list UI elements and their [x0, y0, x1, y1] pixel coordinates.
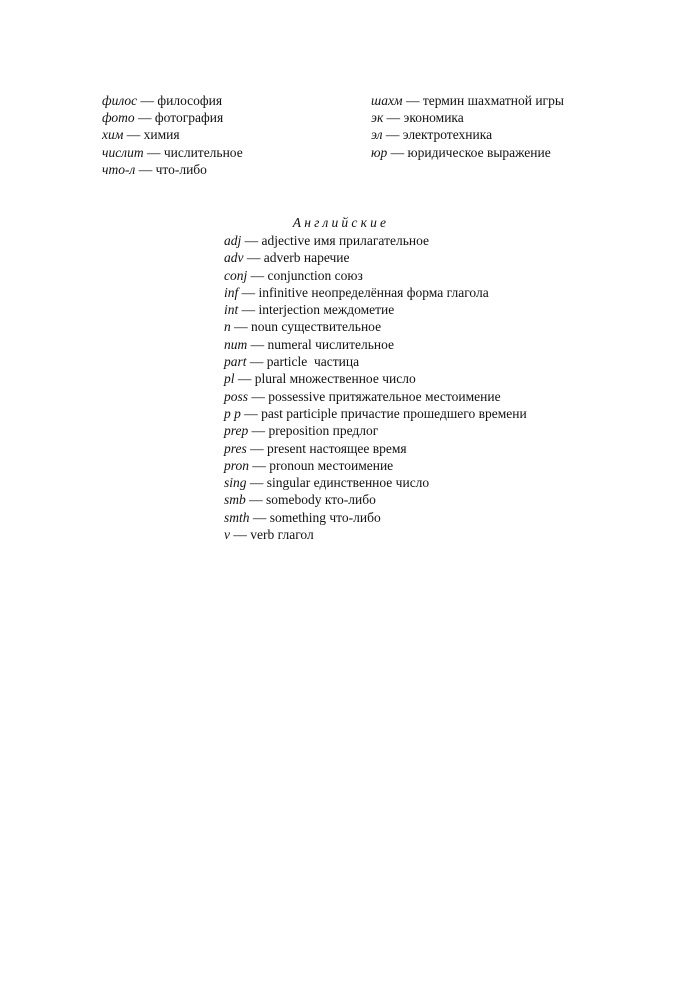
abbreviation: int: [224, 302, 239, 318]
dash-separator: —: [135, 161, 156, 177]
abbreviation: adj: [224, 233, 242, 248]
abbreviation-meaning: past participle причастие прошедшего времени: [261, 405, 527, 421]
abbreviation: p p: [224, 405, 241, 421]
dash-separator: —: [246, 354, 267, 370]
abbreviation-entry: [102, 92, 243, 109]
abbreviation: что-л: [102, 161, 136, 177]
abbreviation-entry: [224, 526, 527, 543]
abbreviation-meaning: preposition предлог: [268, 423, 379, 439]
abbreviation-entry: [224, 405, 527, 422]
abbreviation: conj: [224, 267, 248, 283]
abbreviation-entry: [371, 144, 564, 161]
abbreviation-entry: [224, 388, 527, 405]
english-abbreviations-list: [224, 232, 527, 543]
dash-separator: —: [243, 250, 264, 266]
abbreviation-entry: [224, 353, 527, 370]
dash-separator: —: [230, 527, 251, 543]
dash-separator: —: [247, 267, 268, 283]
dash-separator: —: [134, 110, 155, 126]
abbreviation-meaning: somebody кто-либо: [266, 492, 376, 508]
abbreviation: part: [224, 354, 247, 370]
abbreviation: v: [224, 527, 230, 543]
abbreviation: числит: [102, 144, 144, 160]
abbreviation-meaning: что-либо: [155, 161, 207, 177]
dash-separator: —: [240, 405, 262, 421]
dash-separator: —: [238, 284, 259, 300]
abbreviation-entry: [224, 301, 527, 318]
dash-separator: —: [387, 144, 408, 160]
dash-separator: —: [143, 144, 164, 160]
abbreviation-meaning: interjection междометие: [258, 302, 395, 318]
abbreviation-meaning: infinitive неопределённая форма глагола: [258, 284, 489, 300]
abbreviation: хим: [102, 127, 124, 143]
abbreviation: smth: [224, 509, 250, 525]
abbreviation-meaning: юридическое выражение: [407, 144, 551, 160]
abbreviation-meaning: something что-либо: [269, 509, 381, 525]
abbreviation-entry: [224, 232, 527, 249]
dash-separator: —: [247, 336, 268, 352]
abbreviation-entry: [102, 161, 243, 178]
abbreviation: фото: [102, 110, 135, 126]
abbreviation-entry: [224, 284, 527, 301]
abbreviation: pres: [224, 440, 247, 456]
abbreviation: pron: [224, 457, 250, 473]
abbreviation-meaning: pronoun местоимение: [269, 457, 394, 473]
abbreviation-meaning: философия: [157, 93, 223, 108]
abbreviation-meaning: particle частица: [266, 354, 360, 370]
abbreviation: inf: [224, 284, 239, 300]
dash-separator: —: [249, 457, 270, 473]
abbreviation: smb: [224, 492, 246, 508]
english-section-title: Английские: [292, 215, 390, 230]
abbreviation-meaning: экономика: [403, 110, 464, 126]
abbreviation-entry: [224, 474, 527, 491]
dash-separator: —: [123, 127, 144, 143]
abbreviation: poss: [224, 388, 249, 404]
abbreviation-entry: [224, 249, 527, 266]
abbreviation: sing: [224, 475, 247, 491]
dash-separator: —: [249, 509, 270, 525]
abbreviation-entry: [224, 336, 527, 353]
abbreviation-meaning: adjective имя прилагательное: [261, 233, 429, 248]
abbreviation: юр: [371, 144, 388, 160]
abbreviation-meaning: noun существительное: [251, 319, 382, 335]
abbreviation-entry: [224, 370, 527, 387]
dash-separator: —: [246, 440, 267, 456]
dash-separator: —: [248, 423, 269, 439]
abbreviation-entry: [371, 92, 564, 109]
abbreviation: эл: [371, 127, 383, 143]
dash-separator: —: [137, 93, 158, 108]
dash-separator: —: [241, 233, 262, 248]
abbreviation-meaning: термин шахматной игры: [422, 93, 564, 108]
abbreviation-entry: [224, 491, 527, 508]
abbreviation-meaning: числительное: [163, 144, 243, 160]
dash-separator: —: [234, 371, 255, 387]
abbreviation-entry: [102, 109, 243, 126]
abbreviation-meaning: plural множественное число: [254, 371, 416, 387]
abbreviation-entry: [102, 144, 243, 161]
dash-separator: —: [246, 475, 267, 491]
russian-abbreviations-left-column: [102, 92, 243, 178]
abbreviation-meaning: possessive притяжательное местоимение: [268, 388, 501, 404]
abbreviation-meaning: химия: [143, 127, 180, 143]
abbreviation-entry: [371, 109, 564, 126]
abbreviation: prep: [224, 423, 249, 439]
dash-separator: —: [238, 302, 259, 318]
dash-separator: —: [248, 388, 269, 404]
abbreviation: n: [224, 319, 231, 335]
dash-separator: —: [245, 492, 267, 508]
abbreviation-entry: [224, 267, 527, 284]
abbreviation-entry: [371, 126, 564, 143]
abbreviation: num: [224, 336, 248, 352]
russian-abbreviations-right-column: [371, 92, 564, 161]
abbreviation: шахм: [371, 93, 403, 108]
abbreviation: adv: [224, 250, 244, 266]
abbreviation-meaning: singular единственное число: [266, 475, 430, 491]
abbreviation-meaning: фотография: [154, 110, 224, 126]
abbreviation-entry: [224, 457, 527, 474]
dash-separator: —: [382, 127, 403, 143]
dash-separator: —: [230, 319, 251, 335]
abbreviation-meaning: numeral числительное: [267, 336, 394, 352]
abbreviation: эк: [371, 110, 384, 126]
dash-separator: —: [383, 110, 404, 126]
abbreviation-entry: [224, 318, 527, 335]
abbreviation-meaning: verb глагол: [250, 527, 314, 543]
abbreviation-meaning: conjunction союз: [267, 267, 363, 283]
abbreviation-meaning: электротехника: [402, 127, 493, 143]
abbreviation-entry: [224, 440, 527, 457]
abbreviation-entry: [224, 509, 527, 526]
abbreviation-entry: [102, 126, 243, 143]
abbreviation: pl: [224, 371, 235, 387]
dash-separator: —: [402, 93, 423, 108]
abbreviation-meaning: present настоящее время: [267, 440, 407, 456]
abbreviation-entry: [224, 422, 527, 439]
abbreviation-meaning: adverb наречие: [263, 250, 350, 266]
abbreviation: филос: [102, 93, 138, 108]
